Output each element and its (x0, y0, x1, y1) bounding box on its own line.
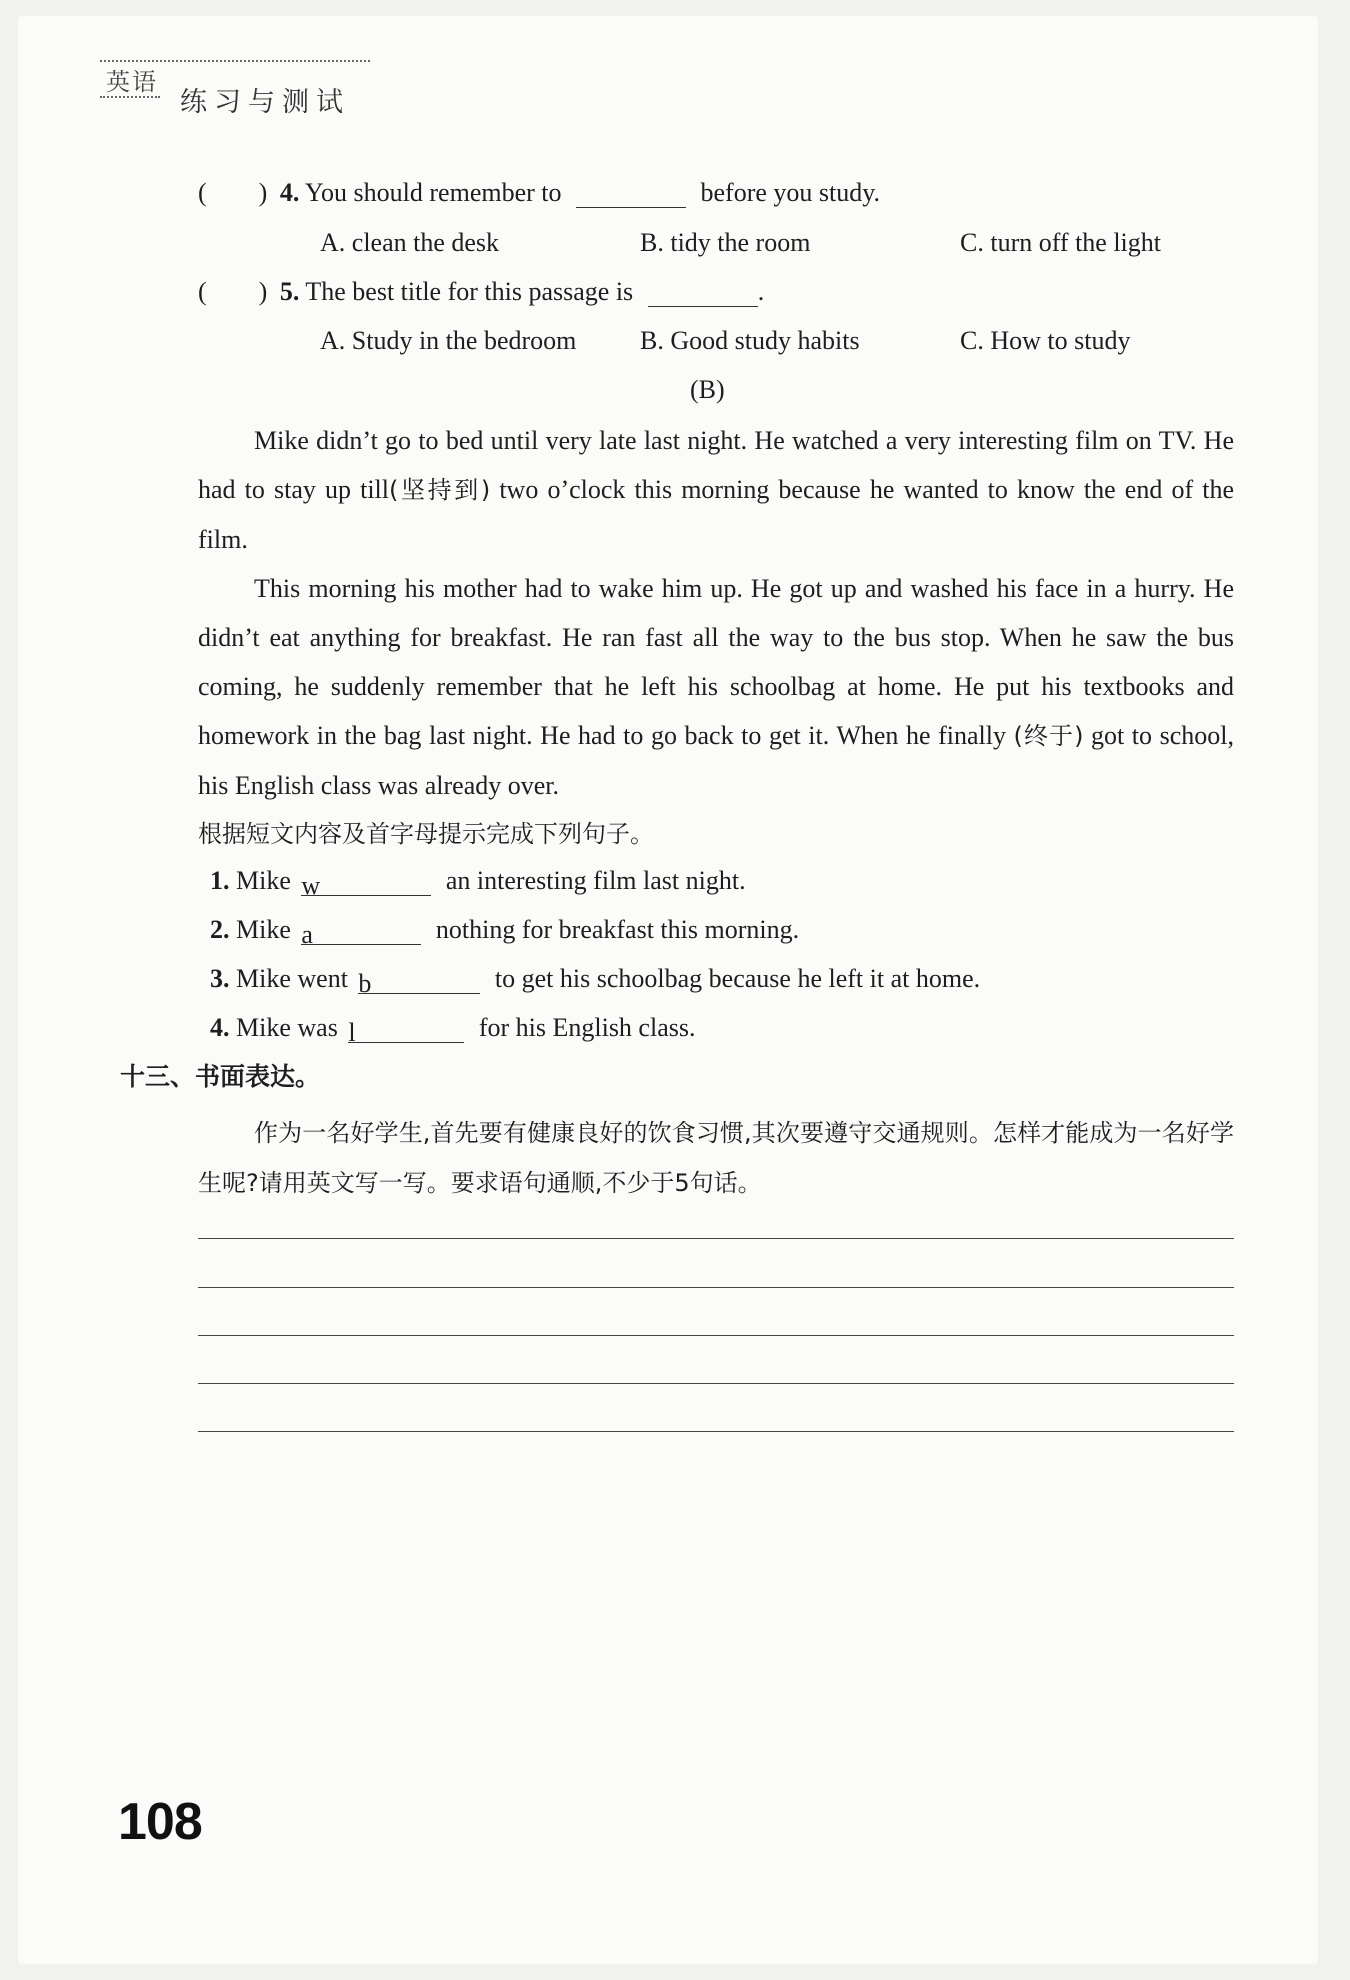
question-number: 5. (279, 277, 300, 306)
answer-blank[interactable] (358, 969, 480, 998)
fill-in-instruction: 根据短文内容及首字母提示完成下列句子。 (198, 820, 654, 848)
writing-prompt-text: 作为一名好学生,首先要有健康良好的饮食习惯,其次要遵守交通规则。怎样才能成为一名好学生呢?请用英文写一写。要求语句通顺,不少于5句话。 (198, 1119, 1234, 1197)
option-b: B. tidy the room (640, 228, 811, 257)
question-5 (198, 277, 764, 307)
item-text: Mike was (236, 1013, 338, 1042)
fill-item-3 (210, 964, 981, 998)
item-text: Mike went (236, 964, 348, 993)
page-number: 108 (118, 1793, 202, 1851)
writing-line[interactable] (198, 1335, 1234, 1336)
question-stem: The best title for this passage is (305, 277, 634, 306)
writing-line[interactable] (198, 1287, 1234, 1288)
item-number: 2. (210, 915, 230, 944)
option-a: A. clean the desk (320, 228, 500, 257)
paragraph-2 (198, 564, 1234, 810)
writing-line[interactable] (198, 1383, 1234, 1384)
fill-item-2 (210, 915, 800, 949)
question-stem-end: . (757, 277, 765, 306)
item-text: Mike (236, 915, 291, 944)
item-text: to get his schoolbag because he left it at home. (494, 964, 981, 993)
fill-item-1 (210, 866, 746, 900)
initial-letter-hint: a (301, 920, 313, 949)
answer-blank[interactable] (301, 871, 431, 900)
answer-blank[interactable] (648, 282, 758, 307)
writing-line[interactable] (198, 1431, 1234, 1432)
item-number: 1. (210, 866, 230, 895)
question-number: 4. (279, 178, 300, 207)
initial-letter-hint: w (301, 871, 321, 900)
writing-line[interactable] (198, 1238, 1234, 1239)
passage-text: got to school, his English class was already over. (198, 721, 1234, 800)
option-b: B. Good study habits (640, 326, 860, 355)
initial-letter-hint: l (348, 1018, 356, 1047)
header-subject: 英语 (106, 68, 158, 96)
passage-text: This morning his mother had to wake him up. He got up and washed his face in a hurry. He didn’t eat anything for breakfast. He ran fast all the way to the bus stop. When he saw the bus coming, he suddenly remember that he left his schoolbag at home. He put his textbooks and homework in the bag last night. He had to go back to get it. When he finally (198, 574, 1234, 750)
answer-blank[interactable] (576, 183, 686, 208)
chinese-gloss: (坚持到) (389, 476, 491, 504)
fill-item-4 (210, 1013, 696, 1047)
initial-letter-hint: b (358, 969, 372, 998)
chinese-gloss: (终于) (1013, 722, 1084, 750)
question-stem-end: before you study. (700, 178, 881, 207)
option-c: C. turn off the light (960, 228, 1162, 257)
section-13-title: 十三、书面表达。 (120, 1062, 321, 1091)
item-text: an interesting film last night. (445, 866, 746, 895)
item-text: nothing for breakfast this morning. (435, 915, 800, 944)
paragraph-1 (198, 416, 1234, 564)
passage-text: Mike didn’t go to bed until very late last night. He watched a very interesting film on TV. He had to stay up till (198, 426, 1234, 504)
page-header (100, 52, 370, 122)
item-text: Mike (236, 866, 291, 895)
header-book-title: 练习与测试 (180, 87, 350, 118)
writing-prompt (198, 1108, 1234, 1208)
answer-blank[interactable] (301, 920, 421, 949)
answer-blank[interactable] (348, 1018, 464, 1047)
item-number: 3. (210, 964, 230, 993)
option-a: A. Study in the bedroom (320, 326, 577, 355)
option-c: C. How to study (960, 326, 1131, 355)
item-number: 4. (210, 1013, 230, 1042)
item-text: for his English class. (478, 1013, 696, 1042)
answer-paren[interactable]: ( ) (198, 277, 268, 306)
question-4 (198, 178, 880, 208)
reading-passage (198, 416, 1234, 810)
answer-paren[interactable]: ( ) (198, 178, 268, 207)
passage-text: two o’clock this morning because he wanted to know the end of the film. (198, 475, 1234, 554)
question-stem: You should remember to (304, 178, 562, 207)
section-b-label: (B) (690, 375, 725, 404)
